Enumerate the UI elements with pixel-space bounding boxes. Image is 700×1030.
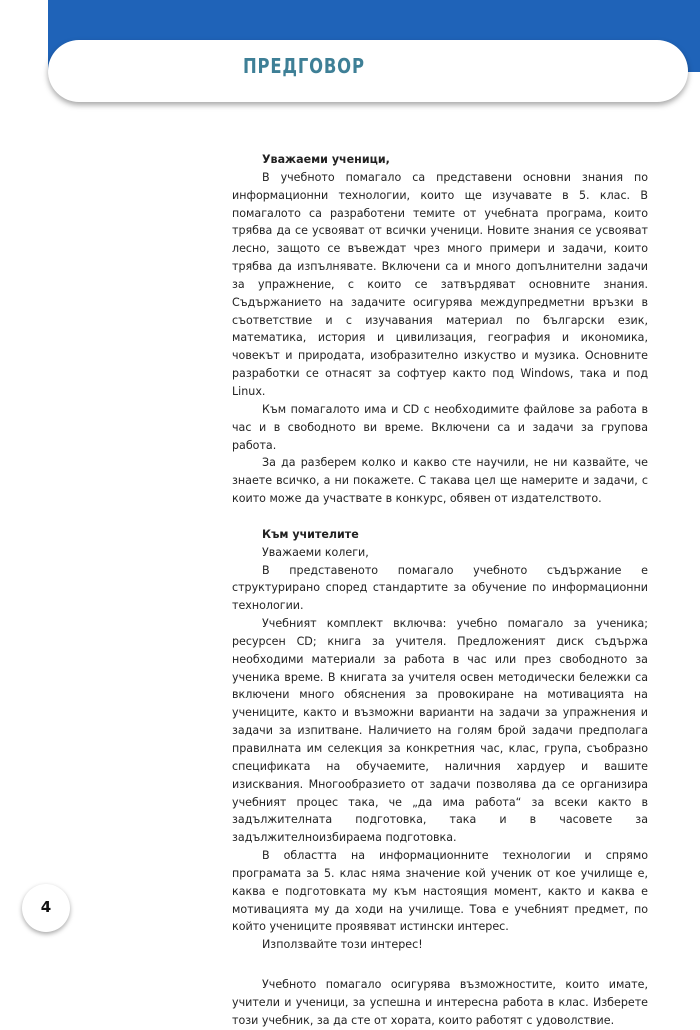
page-number: 4 [40, 898, 52, 916]
section-heading-teachers: Към учителите [262, 527, 359, 541]
paragraph: Към помагалото има и CD с необходимите файлове за работа в час и в свободното ви време. Включени са и задачи за групова работа. [232, 402, 648, 452]
paragraph: Използвайте този интерес! [262, 938, 423, 952]
paragraph: В учебното помагало са представени основни знания по информационни технологии, които ще изучавате в 5. клас. В помагалото са разработени темите от учебната програма, които трябва да се усвояват от всички ученици. Новите знания се усвояват лесно, защото се въвеждат чрез много примери и задачи, които трябва да изпълнявате. Включени са и много допълнителни задачи за упражнение, с които се затвърдяват основните знания. Съдържанието на задачите осигурява междупредметни връзки в съответствие и с изучавания материал по български език, математика, история и цивилизация, география и икономика, човекът и природата, изобразително изкуство и музика. Основните разработки се отнасят за софтуер както под Windows, така и под Linux. [232, 170, 648, 398]
page-number-badge [22, 884, 70, 932]
page-title: ПРЕДГОВОР [243, 54, 365, 78]
paragraph: За да разберем колко и какво сте научили, не ни казвайте, че знаете всичко, а ни покажете. С такава цел ще намерите и задачи, с които може да участвате в конкурс, обявен от издателството. [232, 456, 648, 506]
paragraph: Уважаеми колеги, [262, 545, 369, 559]
paragraph: В представеното помагало учебното съдържание е структурирано според стандартите за обучение по информационни технологии. [232, 563, 648, 613]
paragraph: Учебният комплект включва: учебно помагало за ученика; ресурсен CD; книга за учителя. Предложеният диск съдържа необходими материали за работа в час или през свободното за ученика време. В книгата за учителя освен методически бележки са включени много обяснения за провокиране на мотивацията на учениците, както и възможни варианти на задачи за упражнения и задачи за изпитване. Наличието на голям брой задачи предполага правилната им селекция за конкретния час, клас, група, съобразно спецификата на обучаемите, наличния хардуер и вашите изисквания. Многообразието от задачи позволява да се организира учебният процес така, че „да има работа“ за всеки както в задължителната подготовка, така и в часовете за задължителноизбираема подготовка. [232, 617, 648, 845]
section-heading-students: Уважаеми ученици, [262, 153, 390, 166]
title-bar [48, 40, 688, 102]
page-body [232, 151, 648, 1030]
paragraph: Учебното помагало осигурява възможностите, които имате, учители и ученици, за успешна и интересна работа в клас. Изберете този учебник, за да сте от хората, които работят с удоволствие. [232, 978, 648, 1027]
paragraph: В областта на информационните технологии и спрямо програмата за 5. клас няма значение кой ученик от кое училище е, каква е подготовката му към настоящия момент, както и каква е мотивацията му да ходи на училище. Това е учебният предмет, по който учениците проявяват истински интерес. [232, 849, 648, 934]
